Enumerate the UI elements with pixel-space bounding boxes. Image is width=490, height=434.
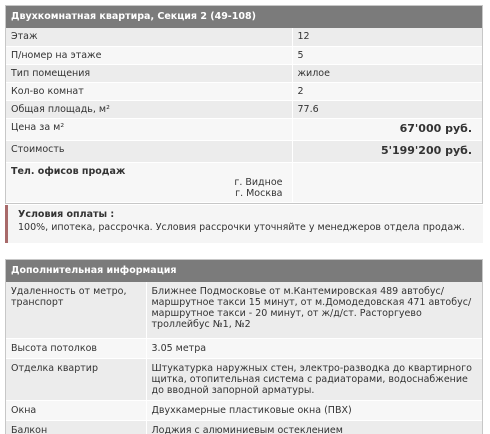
additional-info-table <box>6 282 482 434</box>
premises-type-value: жилое <box>292 64 482 82</box>
sales-offices-value <box>292 162 482 202</box>
payment-terms-block <box>5 205 483 243</box>
office-city-vidnoe: г. Видное <box>234 176 283 188</box>
office-city-moscow: г. Москва <box>235 187 283 199</box>
rooms-count-value: 2 <box>292 82 482 100</box>
table-row <box>6 64 482 82</box>
cost-label: Стоимость <box>6 140 292 162</box>
table-row <box>6 420 482 434</box>
table-row <box>6 282 482 338</box>
price-per-m2-label: Цена за м² <box>6 118 292 140</box>
table-row <box>6 400 482 420</box>
total-area-label: Общая площадь, м² <box>6 100 292 118</box>
rooms-count-label: Кол-во комнат <box>6 82 292 100</box>
payment-terms-title: Условия оплаты : <box>18 209 115 220</box>
number-on-floor-label: П/номер на этаже <box>6 46 292 64</box>
ceiling-height-value: 3.05 метра <box>146 338 482 358</box>
table-row <box>6 338 482 358</box>
table-row <box>6 46 482 64</box>
apartment-panel <box>5 5 483 204</box>
table-row <box>6 82 482 100</box>
floor-value: 12 <box>292 28 482 46</box>
additional-info-title: Дополнительная информация <box>6 260 482 282</box>
table-row <box>6 162 482 202</box>
table-row <box>6 358 482 400</box>
metro-distance-value: Ближнее Подмосковье от м.Кантемировская 489 автобус/маршрутное такси 15 минут, от м.Домодедовская 471 автобус/маршрутное такси - 20 минут, от ж/д/ст. Расторгуево троллейбус №1, №2 <box>146 282 482 338</box>
total-area-value: 77.6 <box>292 100 482 118</box>
balcony-value: Лоджия с алюминиевым остеклением <box>146 420 482 434</box>
sales-offices-label: Тел. офисов продаж <box>11 165 126 177</box>
number-on-floor-value: 5 <box>292 46 482 64</box>
table-row <box>6 28 482 46</box>
windows-label: Окна <box>6 400 146 420</box>
table-row <box>6 100 482 118</box>
ceiling-height-label: Высота потолков <box>6 338 146 358</box>
balcony-label: Балкон <box>6 420 146 434</box>
apartment-title: Двухкомнатная квартира, Секция 2 (49-108) <box>6 6 482 28</box>
payment-terms-text: 100%, ипотека, рассрочка. Условия рассрочки уточняйте у менеджеров отдела продаж. <box>18 222 465 233</box>
table-row <box>6 140 482 162</box>
metro-distance-label: Удаленность от метро, транспорт <box>6 282 146 338</box>
floor-label: Этаж <box>6 28 292 46</box>
table-row <box>6 118 482 140</box>
additional-info-panel <box>5 259 483 434</box>
price-per-m2-value: 67'000 руб. <box>292 118 482 140</box>
finishing-label: Отделка квартир <box>6 358 146 400</box>
apartment-table <box>6 28 482 203</box>
cost-value: 5'199'200 руб. <box>292 140 482 162</box>
premises-type-label: Тип помещения <box>6 64 292 82</box>
finishing-value: Штукатурка наружных стен, электро-разводка до квартирного щитка, отопительная система с радиаторами, водоснабжение до вводной запорной арматуры. <box>146 358 482 400</box>
windows-value: Двухкамерные пластиковые окна (ПВХ) <box>146 400 482 420</box>
